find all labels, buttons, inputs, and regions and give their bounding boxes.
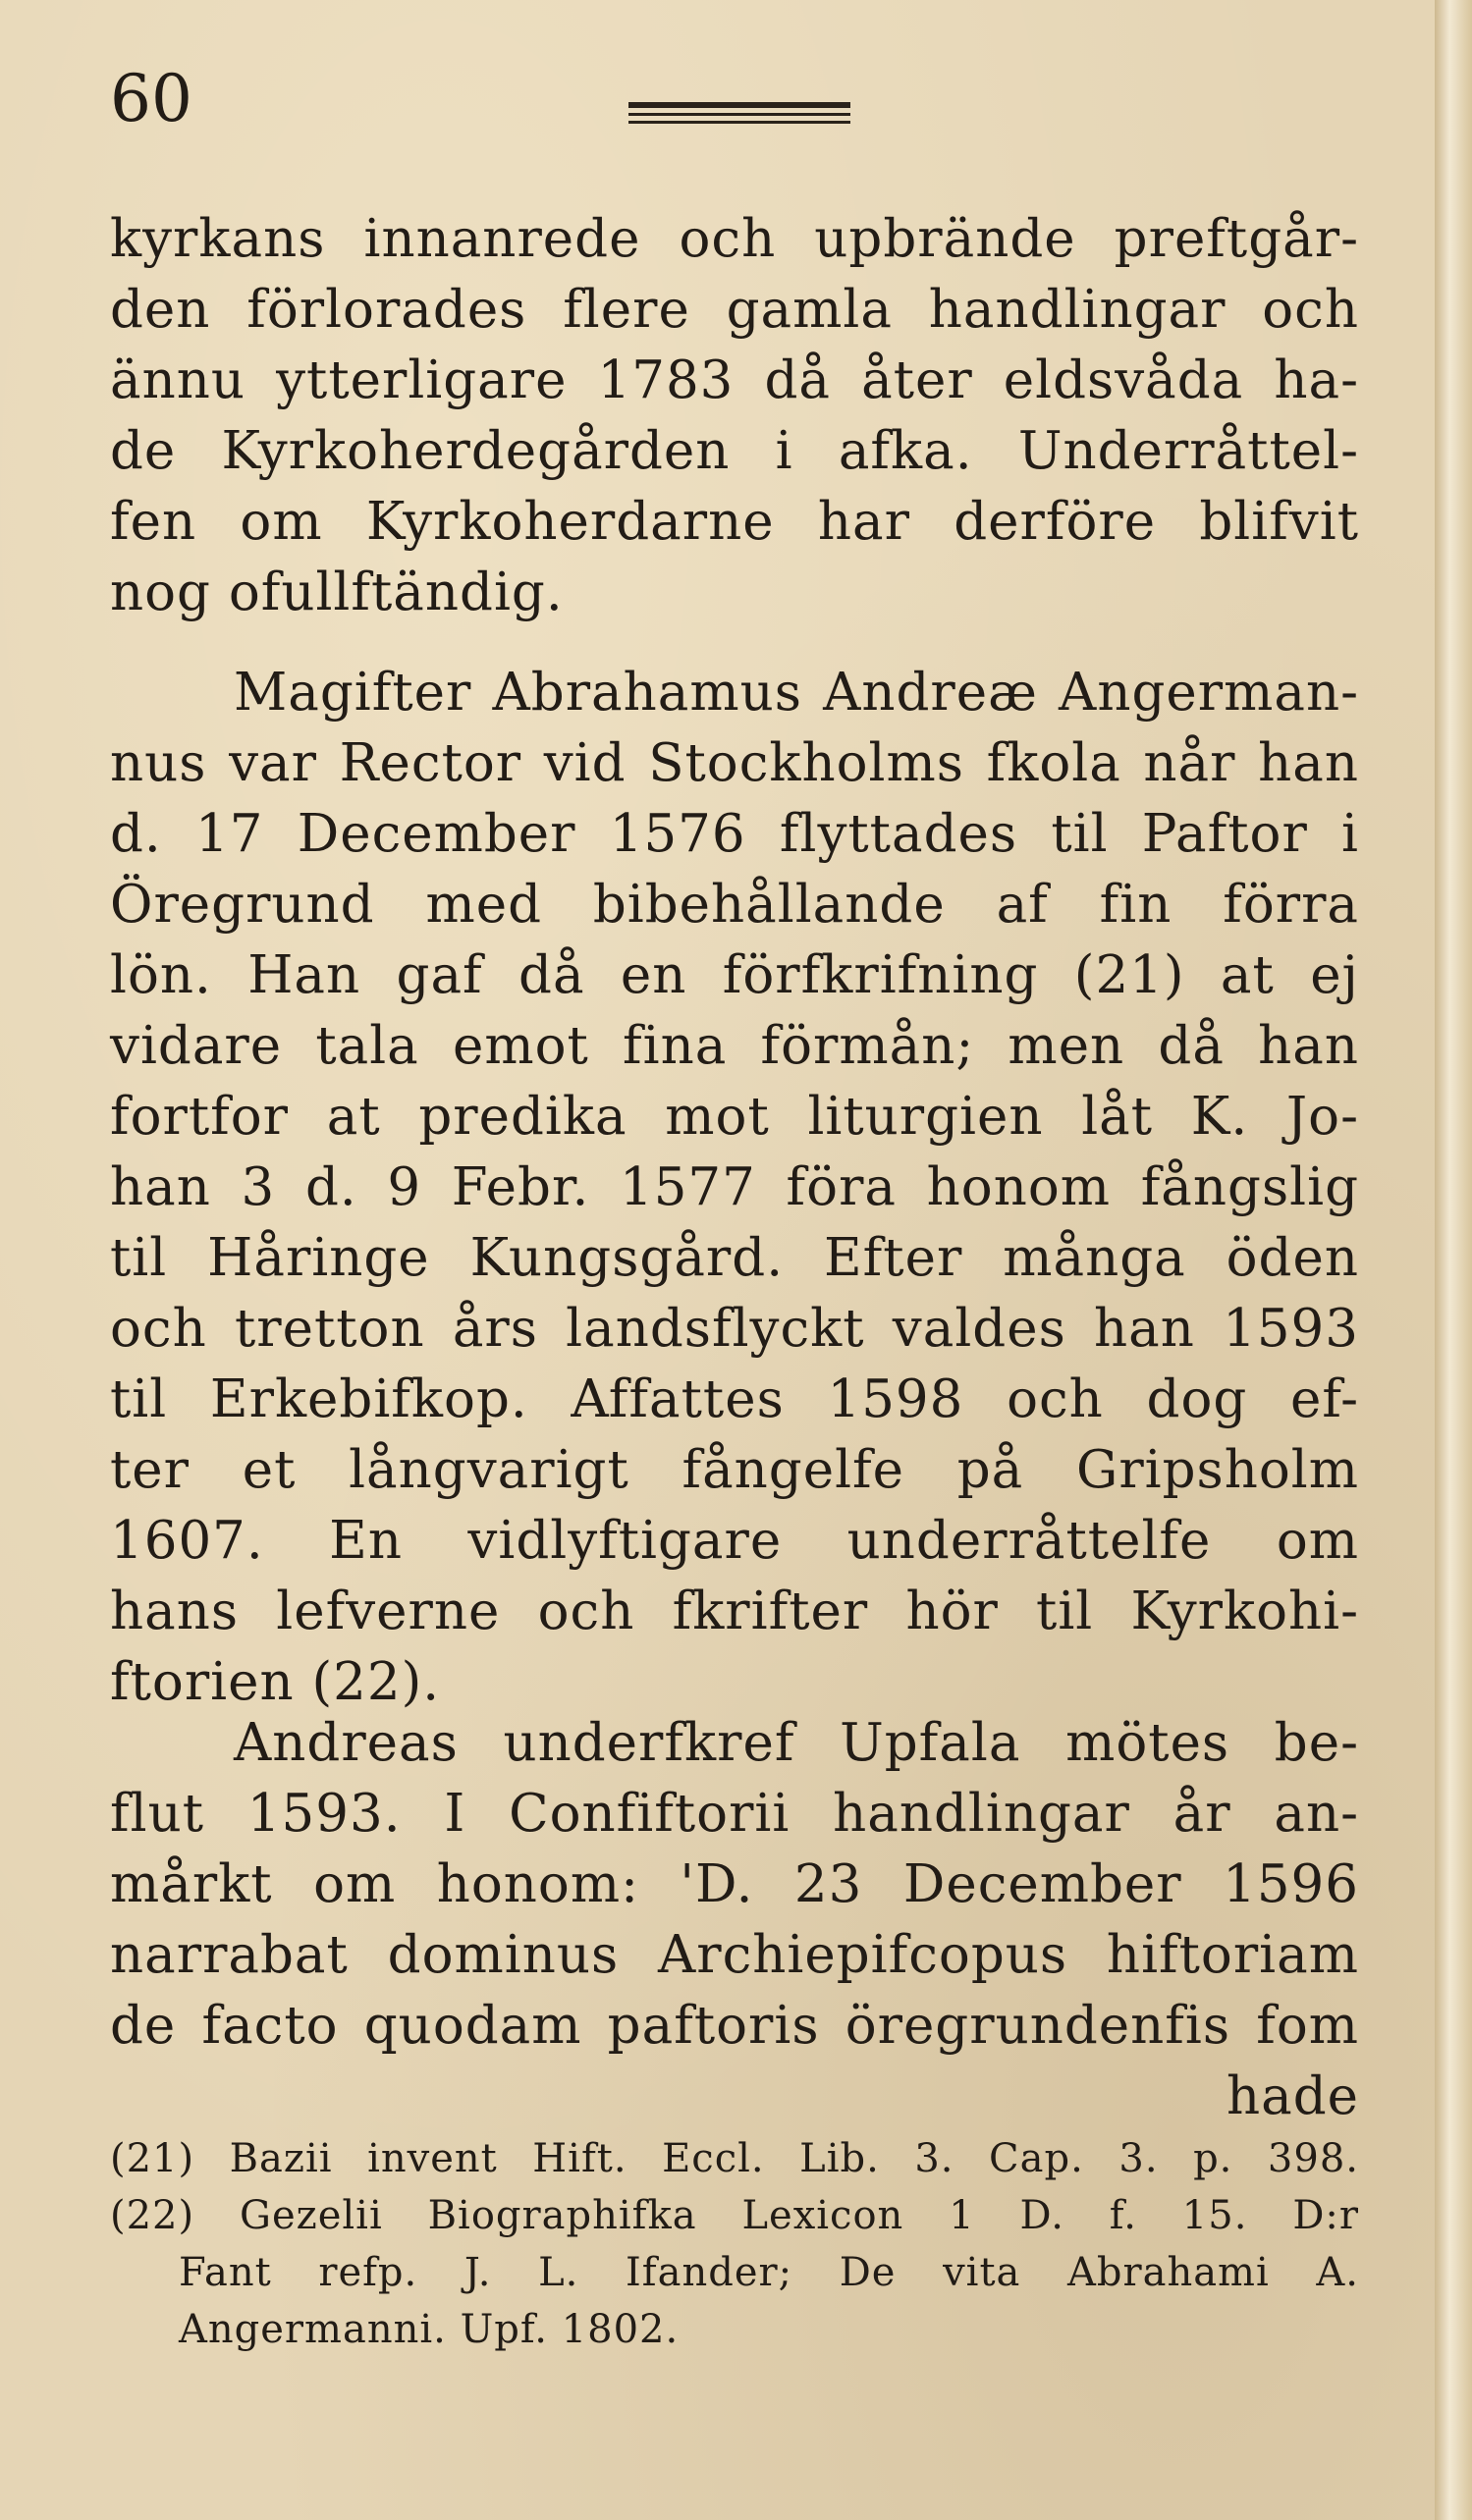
text-line: hans lefverne och fkrifter hör til Kyrkohi- bbox=[110, 1582, 1359, 1641]
footnote-22-continued: Fant refp. J. L. Ifander; De vita Abrahami A. bbox=[179, 2250, 1359, 2295]
text-line: til Erkebifkop. Affattes 1598 och dog ef- bbox=[110, 1369, 1359, 1429]
text-line: vidare tala emot fina förmån; men då han bbox=[110, 1016, 1359, 1076]
text-line: nog ofullftändig. bbox=[110, 563, 564, 622]
page-number: 60 bbox=[110, 61, 192, 136]
text-line: Öregrund med bibehållande af fin förra bbox=[110, 875, 1359, 935]
footnote-22-continued: Angermanni. Upf. 1802. bbox=[179, 2307, 680, 2352]
text-line: Magifter Abrahamus Andreæ Angerman- bbox=[234, 663, 1359, 723]
text-line: nus var Rector vid Stockholms fkola når han bbox=[110, 733, 1359, 793]
text-line: de Kyrkoherdegården i afka. Underråttel- bbox=[110, 421, 1359, 481]
text-line: ter et långvarigt fångelfe på Gripsholm bbox=[110, 1440, 1359, 1500]
footnote-22: (22) Gezelii Biographifka Lexicon 1 D. f. 15. D:r bbox=[110, 2193, 1359, 2238]
paragraph-1 bbox=[110, 204, 1359, 628]
text-line: ftorien (22). bbox=[110, 1652, 441, 1712]
paragraph-3 bbox=[110, 1708, 1359, 2132]
text-line: d. 17 December 1576 flyttades til Paftor i bbox=[110, 804, 1359, 864]
text-line: kyrkans innanrede och upbrände preftgår- bbox=[110, 209, 1359, 269]
text-line: fortfor at predika mot liturgien låt K. Jo- bbox=[110, 1087, 1359, 1147]
text-line: de facto quodam paftoris öregrundenfis fom bbox=[110, 1996, 1359, 2056]
text-line: lön. Han gaf då en förfkrifning (21) at ej bbox=[110, 945, 1359, 1005]
footnotes bbox=[110, 2130, 1359, 2358]
text-line: och tretton års landsflyckt valdes han 1593 bbox=[110, 1299, 1359, 1359]
paragraph-2 bbox=[110, 658, 1359, 1718]
text-line: narrabat dominus Archiepifcopus hiftoriam bbox=[110, 1925, 1359, 1985]
page-edge bbox=[1435, 0, 1472, 2520]
text-line: ännu ytterligare 1783 då åter eldsvåda ha- bbox=[110, 350, 1359, 410]
text-line: fen om Kyrkoherdarne har derföre blifvit bbox=[110, 492, 1359, 552]
text-line: 1607. En vidlyftigare underråttelfe om bbox=[110, 1511, 1359, 1571]
text-line: flut 1593. I Confiftorii handlingar år an- bbox=[110, 1784, 1359, 1844]
text-line: den förlorades flere gamla handlingar och bbox=[110, 280, 1359, 340]
text-line: Andreas underfkref Upfala mötes be- bbox=[234, 1713, 1359, 1773]
text-line: han 3 d. 9 Febr. 1577 föra honom fångslig bbox=[110, 1157, 1359, 1217]
text-line: mårkt om honom: 'D. 23 December 1596 bbox=[110, 1854, 1359, 1914]
text-line: til Håringe Kungsgård. Efter många öden bbox=[110, 1228, 1359, 1288]
footnote-21: (21) Bazii invent Hift. Eccl. Lib. 3. Cap. 3. p. 398. bbox=[110, 2136, 1359, 2181]
header-ornament-rule bbox=[628, 102, 850, 129]
catchword: hade bbox=[1226, 2066, 1359, 2126]
